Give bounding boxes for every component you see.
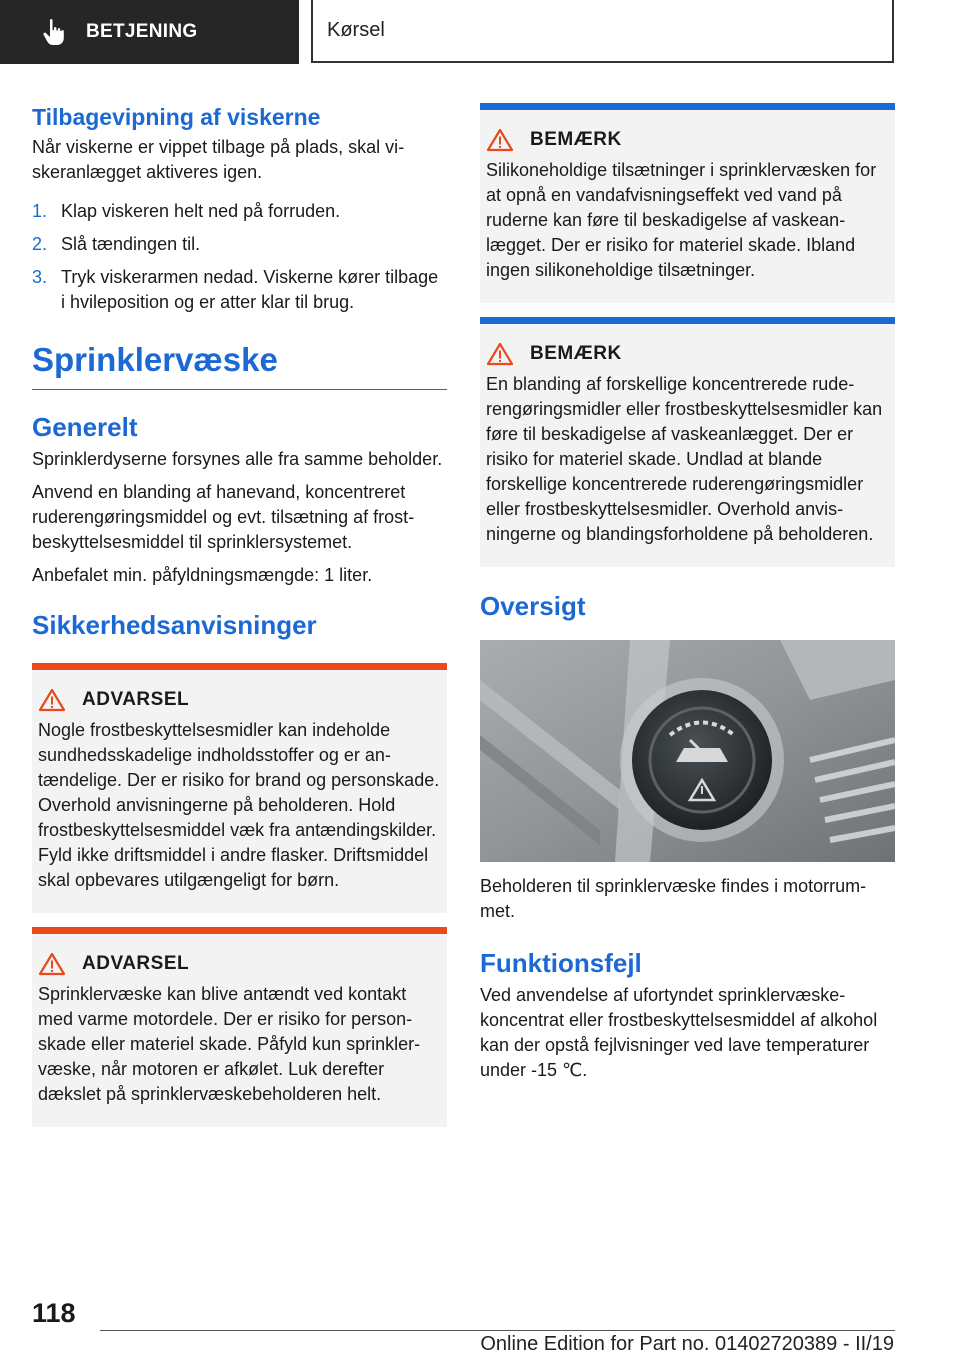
- main-heading: Sprinklervæske: [32, 341, 447, 390]
- warning-title-row: [38, 952, 441, 976]
- warning-box: [32, 663, 447, 913]
- note-box: [480, 317, 895, 567]
- step-text: Tryk viskerarmen nedad. Viskerne kører tilbage i hvileposition og er atter klar til brug.: [61, 267, 439, 312]
- right-column: [480, 103, 895, 1083]
- header-tab: [0, 0, 299, 64]
- left-column: [32, 100, 447, 1127]
- note-box: [480, 103, 895, 303]
- note-text: Silikoneholdige tilsætninger i sprinklervæsken for at opnå en vandafvisningseffekt ved vand på ruderne kan føre til beskadigelse af vaskeanlægget. Der er risiko for materiel skade. Ibland ingen silikoneholdige tilsætninger.: [486, 160, 877, 280]
- tilbagevipning-intro: Når viskerne er vippet tilbage på plads, skal viskeranlægget aktiveres igen.: [32, 137, 405, 182]
- warning-text: Sprinklervæske kan blive antændt ved kontakt med varme motordele. Der er risiko for personskade eller materiel skade. Påfyld kun sprinklervæske, når motoren er afkølet. Luk derefter dækslet på sprinklervæskebeholderen helt.: [38, 984, 421, 1104]
- generelt-paragraph: Sprinklerdyserne forsynes alle fra samme beholder.: [32, 449, 443, 469]
- note-title: BEMÆRK: [530, 343, 622, 364]
- step-number: 1.: [32, 201, 48, 221]
- oversigt-heading: Oversigt: [480, 591, 586, 621]
- steps-list: [32, 199, 447, 315]
- washer-reservoir-photo: [480, 640, 895, 862]
- note-text: En blanding af forskellige koncentrerede ruderengøringsmidler eller frostbeskyttelsesmidler kan føre til beskadigelse af vaskeanlægget. Der er risiko for materiel skade. Undlad at blande forskellige koncentrerede ruderengøringsmidler eller frostbeskyttelsesmidler. Overhold anvisningerne og blandingsforholdene på beholderen.: [486, 374, 883, 544]
- tab-label: BETJENING: [86, 21, 198, 42]
- step-number: 2.: [32, 234, 48, 254]
- warning-title: ADVARSEL: [82, 689, 190, 710]
- warning-text: Nogle frostbeskyttelsesmidler kan indeholde sundhedsskadelige indholdsstoffer og er antændelige. Der er risiko for brand og personskade. Overhold anvisningerne på beholderen. Hold frostbeskyttelsesmiddel væk fra antændingskilder. Fyld ikke driftsmiddel i andre flasker. Driftsmiddel skal opbevares utilgængeligt for børn.: [38, 720, 440, 890]
- warning-box: [32, 927, 447, 1127]
- section-header: [311, 0, 894, 63]
- generelt-paragraph: Anvend en blanding af hanevand, koncentreret ruderengøringsmiddel og evt. tilsætning af frostbeskyttelsesmiddel til sprinklersystemet.: [32, 482, 415, 552]
- warning-title: ADVARSEL: [82, 953, 190, 974]
- warning-triangle-icon: [38, 688, 66, 712]
- generelt-heading: Generelt: [32, 412, 138, 442]
- funktionsfejl-heading: Funktionsfejl: [480, 948, 642, 978]
- sikkerhed-heading: Sikkerhedsanvisninger: [32, 610, 317, 640]
- list-item: [32, 199, 447, 224]
- list-item: [32, 232, 447, 257]
- funktionsfejl-text: Ved anvendelse af ufortyndet sprinklervæskekoncentrat eller frostbeskyttelsesmiddel af alkohol kan der opstå fejlvisninger ved lave temperaturer under -15 ℃.: [480, 985, 878, 1080]
- hand-pointer-icon: [42, 18, 66, 46]
- step-text: Klap viskeren helt ned på forruden.: [61, 201, 341, 221]
- step-text: Slå tændingen til.: [61, 234, 201, 254]
- warning-triangle-icon: [486, 128, 514, 152]
- generelt-paragraph: Anbefalet min. påfyldningsmængde: 1 liter.: [32, 565, 373, 585]
- section-title: Kørsel: [327, 19, 385, 41]
- photo-caption: Beholderen til sprinklervæske findes i motorrummet.: [480, 876, 867, 921]
- note-title: BEMÆRK: [530, 129, 622, 150]
- note-title-row: [486, 128, 889, 152]
- warning-triangle-icon: [486, 342, 514, 366]
- warning-triangle-icon: [38, 952, 66, 976]
- tilbagevipning-heading: Tilbagevipning af viskerne: [32, 104, 321, 130]
- footer-divider: [100, 1330, 895, 1331]
- page-number: 118: [32, 1298, 76, 1328]
- note-title-row: [486, 342, 889, 366]
- footer-edition: Online Edition for Part no. 01402720389 - II/19: [480, 1333, 894, 1355]
- warning-title-row: [38, 688, 441, 712]
- list-item: [32, 265, 447, 315]
- step-number: 3.: [32, 267, 48, 287]
